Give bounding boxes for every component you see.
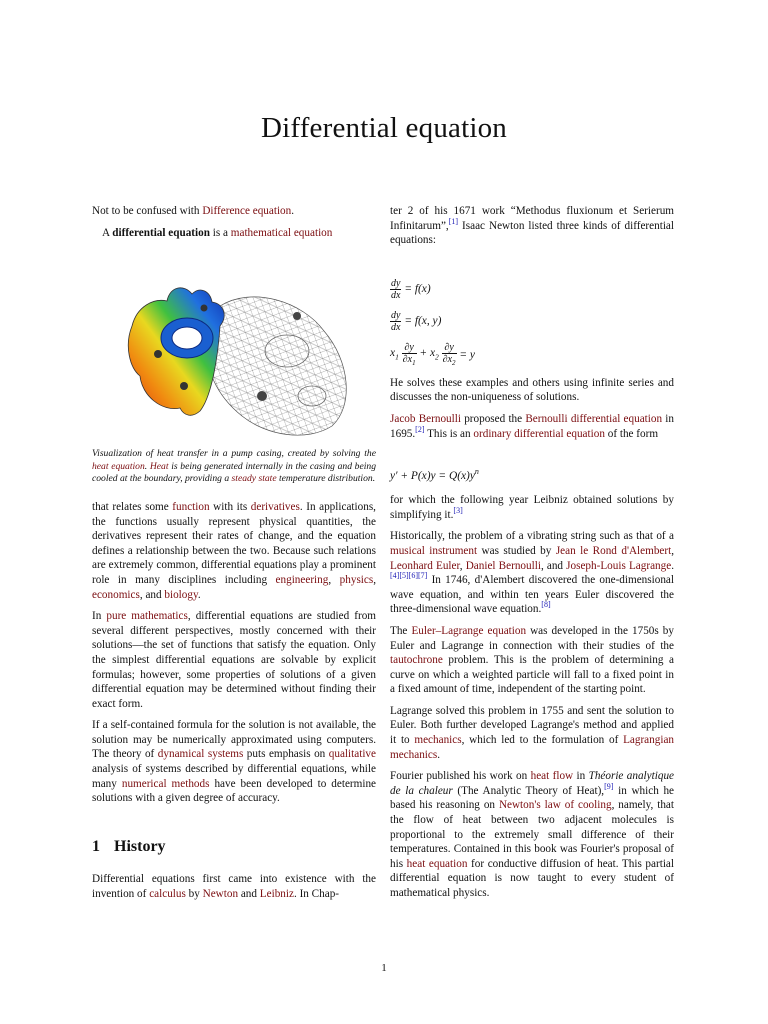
numerator: ∂y <box>402 342 417 354</box>
paragraph-leibniz <box>390 493 674 522</box>
heat-transfer-image <box>92 246 376 444</box>
citation-4-7[interactable] <box>390 571 428 586</box>
denominator <box>442 354 457 369</box>
text: problem. This is the problem of determining a curve on which a weighted particle will fall to a fixed point in a fixed amount of time, independent of the starting point. <box>390 654 674 696</box>
eq-term <box>419 346 439 362</box>
section-title: History <box>114 837 166 855</box>
equation-rhs: = f(x) <box>404 282 431 295</box>
citation-1[interactable] <box>448 216 459 232</box>
citation-3-label: [3] <box>453 505 463 515</box>
caption-text: is being generated internally in the casing and being cooled at the boundary, providing a <box>92 460 376 485</box>
link-leonhard-euler[interactable]: Leonhard Euler <box>390 559 460 572</box>
text: with its <box>209 500 251 513</box>
text: Lagrange solved this problem in 1755 and sent the solution to Euler. Both further developed Lagrange's method and applied it to <box>390 704 674 747</box>
text: in which he based his reasoning on <box>390 784 674 812</box>
equation-1 <box>390 278 674 304</box>
text: for which the following year Leibniz obtained solutions by simplifying it. <box>390 494 674 521</box>
link-dalembert[interactable]: Jean le Rond d'Alembert <box>555 544 672 557</box>
citation-8-label: [8] <box>541 600 551 610</box>
text: , <box>373 573 377 586</box>
text: In 1746, d'Alembert discovered the one-dimensional wave equation, and within ten years Euler discovered the three-dimensional wave equation. <box>390 574 674 616</box>
article-title: Differential equation <box>260 112 508 144</box>
den-sub: 1 <box>412 358 416 367</box>
citation-3[interactable] <box>453 505 463 521</box>
book-title: Théorie analytique de la chaleur <box>390 770 675 797</box>
link-lagrange[interactable]: Joseph-Louis Lagrange <box>566 559 672 572</box>
text: of the form <box>604 427 659 440</box>
text: Historically, the problem of a vibrating string such as that of a <box>390 530 674 543</box>
citation-8[interactable] <box>541 600 551 615</box>
text: that relates some <box>92 500 173 513</box>
numerator: dy <box>391 277 401 289</box>
eq-sub: 2 <box>435 352 439 362</box>
text: for conductive diffusion of heat. This partial differential equation is now taught to every student of mathematical physics. <box>390 857 674 899</box>
paragraph-series: He solves these examples and others using infinite series and discusses the non-uniqueness of solutions. <box>390 376 674 404</box>
text: in 1695. <box>390 412 675 440</box>
text: in <box>573 770 589 783</box>
caption-text: temperature distribution. <box>276 473 376 485</box>
intro-paragraph <box>92 226 376 241</box>
denominator <box>402 354 417 369</box>
text: . In Chap- <box>293 888 340 901</box>
text: . <box>197 588 201 601</box>
link-daniel-bernoulli[interactable]: Daniel Bernoulli <box>465 559 541 572</box>
text: analysis of systems described by differential equations, while many <box>92 763 376 790</box>
den-var: ∂x <box>402 353 413 365</box>
link-engineering[interactable]: engineering <box>275 573 329 586</box>
citation-2-label: [2] <box>415 424 425 434</box>
eq-plus: + x <box>419 346 436 359</box>
text: This is an <box>424 427 474 440</box>
text: puts emphasis on <box>243 748 329 761</box>
pump-casing-figure <box>92 246 376 444</box>
text: proposed the <box>460 412 526 425</box>
denominator: dx <box>391 321 401 333</box>
caption-text: . <box>144 460 150 472</box>
link-pure-mathematics[interactable]: pure mathematics <box>106 610 188 623</box>
citation-9-label: [9] <box>604 781 614 791</box>
text: . <box>671 559 674 572</box>
text: was studied by <box>477 544 556 557</box>
equation-3 <box>390 342 674 368</box>
link-calculus[interactable]: calculus <box>149 888 186 901</box>
text: If a self-contained formula for the solution is not available, the solution may be numerically approximated using computers. The theory of <box>92 719 376 761</box>
paragraph-euler-lagrange <box>390 624 674 697</box>
text: ter 2 of his 1671 work “Methodus fluxionum et Serierum Infinitarum”, <box>390 205 674 232</box>
link-qualitative[interactable]: qualitative <box>328 748 376 761</box>
link-steady-state[interactable]: steady state <box>231 473 277 485</box>
link-jacob-bernoulli[interactable]: Jacob Bernoulli <box>390 412 461 425</box>
text: , which led to the formulation of <box>461 734 624 747</box>
paragraph-fourier <box>390 769 674 900</box>
paragraph-lagrange <box>390 704 674 762</box>
link-bernoulli-differential-equation[interactable]: Bernoulli differential equation <box>525 412 663 425</box>
text: In <box>92 610 107 623</box>
den-sub: 2 <box>452 358 456 367</box>
den-var: ∂x <box>442 353 453 365</box>
text: , <box>459 559 466 572</box>
hatnote-text: Not to be confused with <box>92 205 203 217</box>
hatnote-end: . <box>291 205 295 217</box>
equation-bernoulli <box>390 469 674 489</box>
link-heat-equation-caption[interactable]: heat equation <box>92 460 145 472</box>
paragraph-numerical <box>92 718 376 806</box>
equation-exponent: n <box>474 467 479 477</box>
link-musical-instrument[interactable]: musical instrument <box>390 544 478 557</box>
eq-var: x <box>390 346 396 359</box>
equation-rhs: = f(x, y) <box>404 314 442 327</box>
eq-term <box>390 346 399 362</box>
text: , and <box>139 588 165 601</box>
citation-2[interactable] <box>415 424 425 440</box>
paragraph-pure-math <box>92 609 376 711</box>
link-heat-equation[interactable]: heat equation <box>406 857 468 870</box>
link-heat[interactable]: Heat <box>149 460 169 472</box>
paragraph-vibrating-string <box>390 529 674 617</box>
link-function[interactable]: function <box>172 500 210 513</box>
link-mechanics[interactable]: mechanics <box>414 734 462 747</box>
text: , and <box>540 559 567 572</box>
text: have been developed to determine solutions with a given degree of accuracy. <box>92 777 376 805</box>
text: The <box>390 624 412 637</box>
section-heading-history <box>92 837 376 855</box>
link-tautochrone[interactable]: tautochrone <box>390 654 443 667</box>
link-economics[interactable]: economics <box>92 588 140 601</box>
text: Fourier published his work on <box>390 770 531 783</box>
link-newtons-law-of-cooling[interactable]: Newton's law of cooling <box>498 799 612 812</box>
text: , <box>671 544 675 557</box>
fraction <box>390 278 401 301</box>
link-euler-lagrange-equation[interactable]: Euler–Lagrange equation <box>411 624 527 637</box>
right-column <box>390 204 674 908</box>
text: and <box>238 888 260 901</box>
link-dynamical-systems[interactable]: dynamical systems <box>157 748 244 761</box>
denominator: dx <box>391 289 401 301</box>
citation-1-label: [1] <box>448 216 459 226</box>
text: Isaac Newton listed three kinds of differential equations: <box>390 219 674 247</box>
intro-text-2: is a <box>209 226 231 239</box>
numerator: ∂y <box>442 342 457 354</box>
intro-text: A <box>102 226 113 239</box>
link-biology[interactable]: biology <box>164 588 198 601</box>
text: by <box>185 888 203 901</box>
section-number: 1 <box>92 837 100 855</box>
text: , <box>328 573 340 586</box>
text: Differential equations first came into existence with the invention of <box>92 873 376 901</box>
link-newton[interactable]: Newton <box>202 888 239 901</box>
text: , differential equations are studied from several different perspectives, mostly concerned with their solutions—the set of functions that satisfy the equation. Only the simplest differential equations are solvable by explicit formulas; however, some properties of solutions of a given differential equation may be determined without finding their exact form. <box>92 610 376 710</box>
text: . In applications, the functions usually represent physical quantities, the derivatives represent their rates of change, and the equation defines a relationship between the two. Because such relations are extremely common, differential equations play a prominent role in many disciplines including <box>92 500 376 586</box>
text: , namely, that the flow of heat between two adjacent molecules is proportional to the extremely small difference of their temperatures. Contained in this book was Fourier's proposal of his <box>390 799 674 870</box>
paragraph-newton <box>390 204 674 248</box>
text: (The Analytic Theory of Heat), <box>452 784 605 797</box>
link-lagrangian-mechanics[interactable]: Lagrangian mechanics <box>390 734 675 761</box>
paragraph-applications <box>92 500 376 602</box>
citation-4-7-label: [4][5][6][7] <box>390 571 428 581</box>
hatnote <box>92 204 376 219</box>
text: was developed in the 1750s by Euler and Lagrange in connection with their studies of the <box>390 624 674 652</box>
link-difference-equation[interactable]: Difference equation <box>202 205 292 217</box>
link-ordinary-differential-equation[interactable]: ordinary differential equation <box>473 427 605 440</box>
link-numerical-methods[interactable]: numerical methods <box>121 777 210 790</box>
figure-caption <box>92 448 376 486</box>
equation-text: y′ + P(x)y = Q(x)y <box>390 470 475 483</box>
caption-text: Visualization of heat transfer in a pump casing, created by solving the <box>92 448 376 460</box>
equation-2 <box>390 310 674 336</box>
fraction <box>390 310 401 333</box>
fraction <box>442 342 457 369</box>
link-mathematical-equation[interactable]: mathematical equation <box>230 226 333 239</box>
page-number: 1 <box>381 962 387 974</box>
link-heat-flow[interactable]: heat flow <box>530 770 574 783</box>
text: . <box>437 748 441 761</box>
link-leibniz[interactable]: Leibniz <box>259 888 294 901</box>
intro-bold-term: differential equation <box>112 226 210 239</box>
left-column <box>92 204 376 909</box>
paragraph-history <box>92 872 376 901</box>
equation-rhs: = y <box>459 348 475 361</box>
numerator: dy <box>391 309 401 321</box>
fraction <box>402 342 417 369</box>
link-physics[interactable]: physics <box>339 573 374 586</box>
paragraph-bernoulli <box>390 412 674 441</box>
eq-sub: 1 <box>395 352 399 362</box>
link-derivatives[interactable]: derivatives <box>250 500 300 513</box>
